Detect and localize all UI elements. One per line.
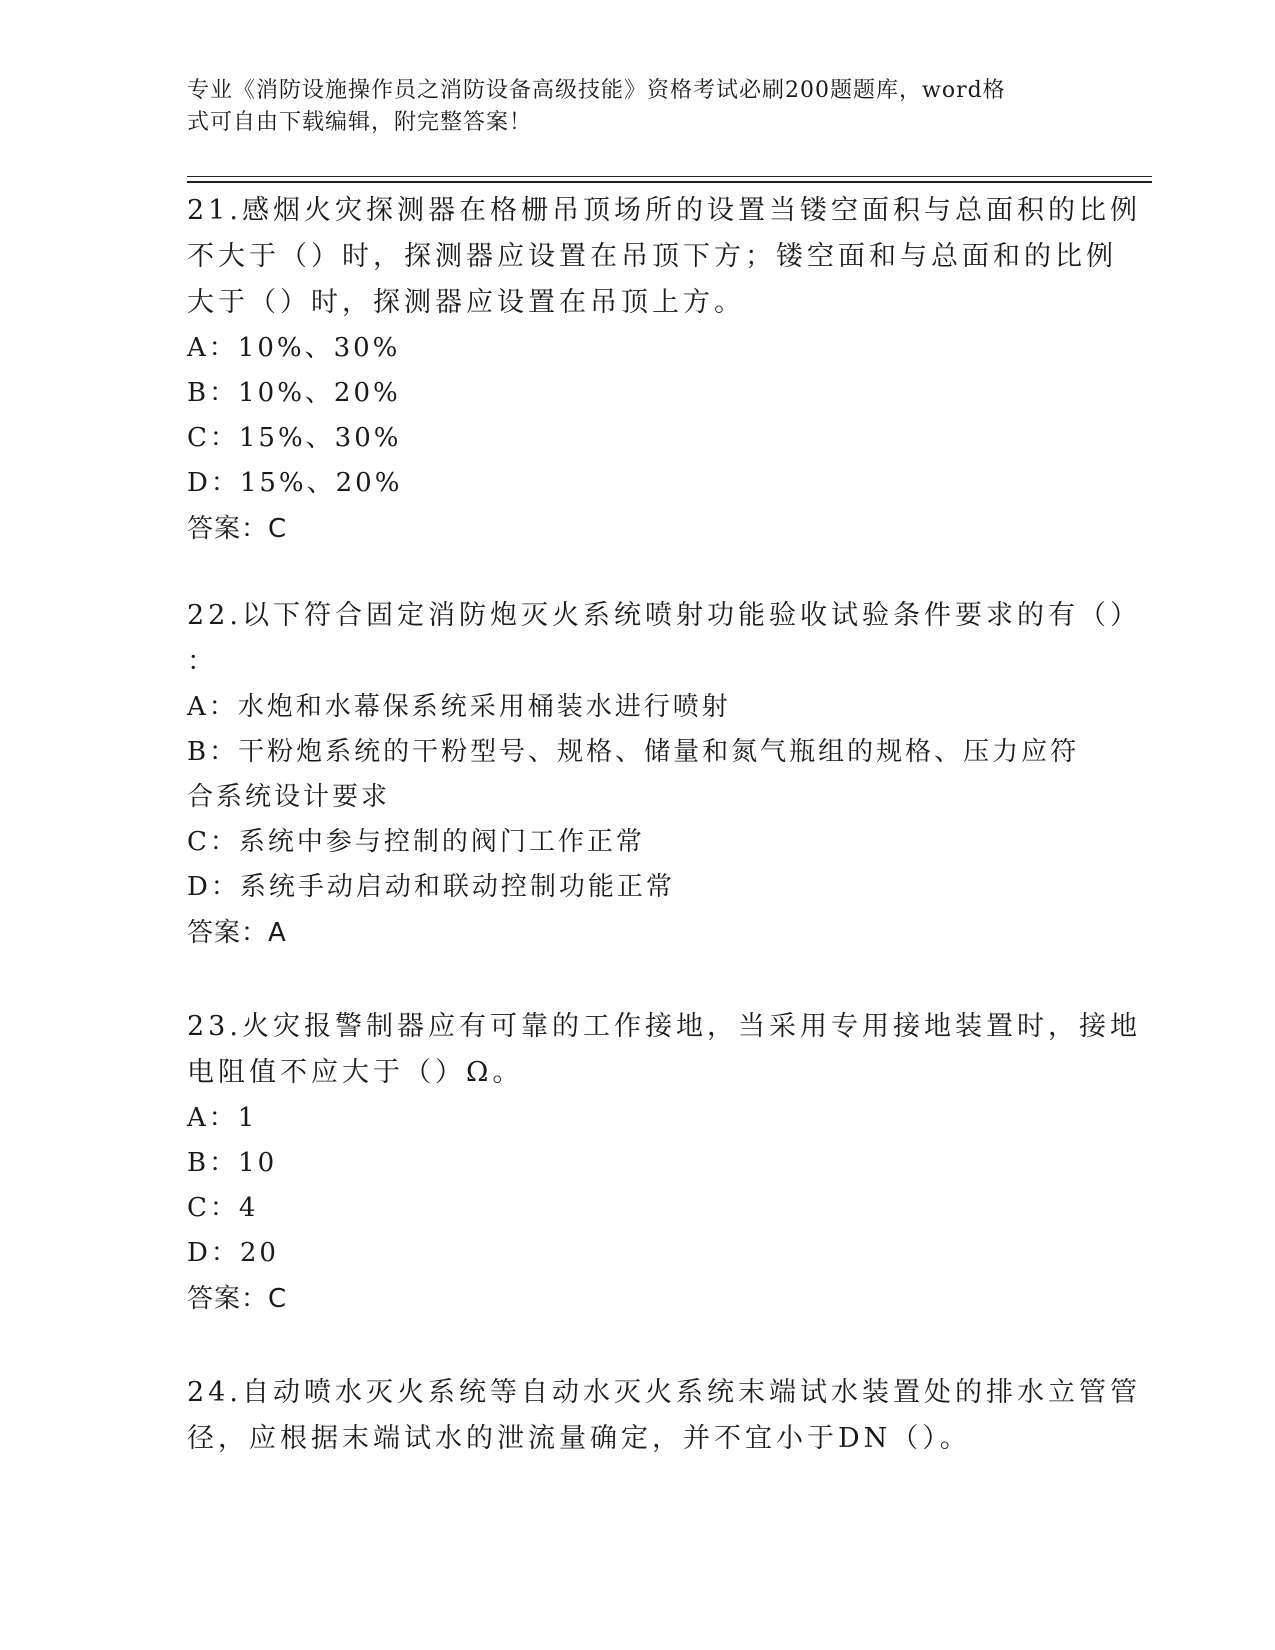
question-block bbox=[187, 1370, 1141, 1462]
question-answer: 答案：C bbox=[187, 514, 288, 544]
question-option: 合系统设计要求 bbox=[187, 782, 391, 812]
question-option: D：系统手动启动和联动控制功能正常 bbox=[187, 872, 675, 902]
question-option: B：10 bbox=[187, 1148, 278, 1178]
question-stem-line: 23.火灾报警制器应有可靠的工作接地，当采用专用接地装置时，接地 bbox=[187, 1011, 1141, 1042]
question-stem-line: 大于（）时，探测器应设置在吊顶上方。 bbox=[187, 287, 745, 318]
question-option: B：干粉炮系统的干粉型号、规格、储量和氮气瓶组的规格、压力应符 bbox=[187, 737, 1080, 767]
question-stem-line: 径，应根据末端试水的泄流量确定，并不宜小于DN（）。 bbox=[187, 1423, 971, 1454]
header-divider bbox=[187, 181, 1152, 183]
question-option: C：4 bbox=[187, 1193, 259, 1223]
question-option: A：1 bbox=[187, 1103, 258, 1133]
header-line: 式可自由下载编辑，附完整答案！ bbox=[187, 110, 533, 135]
question-stem-line: 24.自动喷水灭火系统等自动水灭火系统末端试水装置处的排水立管管 bbox=[187, 1377, 1141, 1408]
question-stem-line: 不大于（）时，探测器应设置在吊顶下方；镂空面和与总面和的比例 bbox=[187, 241, 1117, 272]
question-option: C：15%、30% bbox=[187, 423, 402, 453]
document-header bbox=[187, 75, 1067, 139]
question-answer: 答案：C bbox=[187, 1284, 288, 1314]
question-stem-line: 22.以下符合固定消防炮灭火系统喷射功能验收试验条件要求的有（） bbox=[187, 600, 1141, 631]
question-block bbox=[187, 593, 1141, 956]
question-block bbox=[187, 188, 1141, 552]
question-option: D：15%、20% bbox=[187, 468, 403, 498]
question-option: D：20 bbox=[187, 1238, 279, 1268]
question-stem-line: 21.感烟火灾探测器在格栅吊顶场所的设置当镂空面积与总面积的比例 bbox=[187, 195, 1141, 226]
question-answer: 答案：A bbox=[187, 918, 287, 948]
header-divider bbox=[187, 176, 1152, 177]
question-option: A：10%、30% bbox=[187, 333, 401, 363]
header-line: 专业《消防设施操作员之消防设备高级技能》资格考试必刷200题题库，word格 bbox=[187, 78, 1006, 103]
question-option: C：系统中参与控制的阀门工作正常 bbox=[187, 827, 645, 857]
question-stem-line: ： bbox=[187, 646, 218, 677]
question-option: B：10%、20% bbox=[187, 378, 401, 408]
question-stem-line: 电阻值不应大于（）Ω。 bbox=[187, 1057, 524, 1088]
question-option: A：水炮和水幕保系统采用桶装水进行喷射 bbox=[187, 692, 731, 722]
question-block bbox=[187, 1004, 1141, 1322]
